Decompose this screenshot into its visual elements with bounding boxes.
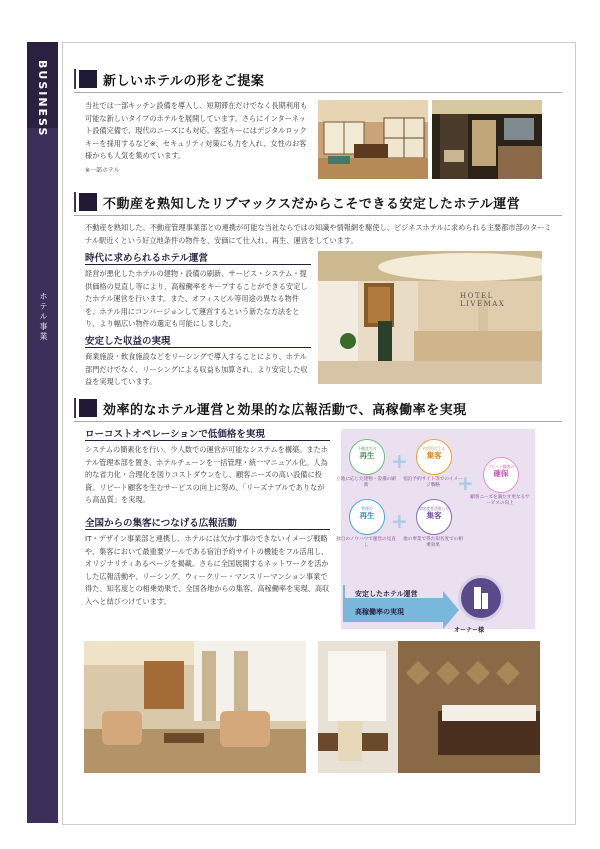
circle-attract-it: IT活用による 集客 bbox=[416, 439, 452, 475]
caption: 宿泊予約サイト等でのイメージ戦略 bbox=[403, 477, 463, 488]
arrow-head-icon bbox=[443, 591, 459, 629]
sub-underline bbox=[85, 264, 311, 265]
arrow-text-2: 高稼働率の実現 bbox=[355, 607, 404, 616]
caption: 独自のノウハウで運営の見直し bbox=[336, 537, 396, 548]
plus-icon: + bbox=[391, 509, 408, 533]
section2-heading bbox=[74, 192, 520, 212]
circle-regen-management: 管理の 再生 bbox=[349, 499, 385, 535]
photo-kitchen-room bbox=[432, 100, 542, 179]
plus-icon: + bbox=[457, 471, 474, 495]
caption: 他の事業で得た知名度での相乗効果 bbox=[403, 537, 463, 548]
photo-lounge bbox=[84, 641, 306, 773]
building-icon bbox=[458, 575, 504, 621]
section2-sub1-body: 経営が悪化したホテルの建物・設備の刷新、サービス・システム・提供価格の見直し等により、高稼働率をキープすることができる安定したホテル運営を行います。また、オフィスビル等用途の異なる物件を、ホテル用にコンバージョンして運営するという新たな方法をとり、より幅広い物件の選定も可能にしました。 bbox=[85, 269, 308, 329]
caption: 立地に応じた建物・設備の刷新 bbox=[336, 477, 396, 488]
lobby-sign-text: HOTEL LIVEMAX bbox=[460, 292, 506, 308]
caption: 顧客ニーズを満たす更なるサービスの向上 bbox=[470, 495, 530, 506]
section1-note: ※一部ホテル bbox=[85, 167, 120, 174]
section1-title: 新しいホテルの形をご提案 bbox=[103, 73, 265, 89]
photo-japanese-room bbox=[318, 100, 428, 179]
owner-label: オーナー様 bbox=[454, 627, 485, 634]
circle-repeat-customer: リピート顧客の 確保 bbox=[483, 457, 519, 493]
section3-heading bbox=[74, 398, 467, 418]
divider bbox=[74, 421, 562, 422]
arrow-text-1: 安定したホテル運営 bbox=[355, 589, 418, 598]
section-label: ホテル事業 bbox=[39, 292, 48, 342]
section2-sub2-title: 安定した収益の実現 bbox=[85, 336, 171, 347]
circle-attract-brand: 知名度を活用した 集客 bbox=[416, 499, 452, 535]
section2-intro: 不動産を熟知した、不動産管理事業部との連携が可能な当社ならではの知識や情報網を駆使し、ビジネスホテルに求められる主要都市部のターミナル駅近くという好立地条件の物件を、安価にて仕入れ、再生、運営をしています。 bbox=[85, 223, 552, 245]
section3-sub1-body: システムの簡素化を行い、少人数での運営が可能なシステムを構築。またホテル管理本部を置き、ホテルチェーンを一括管理・統一マニュアル化。人為的な省力化・合理化を図りコストダウンをし、顧客ニーズの高い設備に投資。リピート顧客を生むサービスの向上に努め、「リーズナブルでありながら高品質」を実現。 bbox=[85, 445, 328, 505]
section2-sub2-body: 商業施設・飲食施設などをリーシングで導入することにより、ホテル部門だけでなく、リーシングによる収益も加算され、より安定した収益を実現しています。 bbox=[85, 352, 308, 387]
circle-regen-property: 不動産力の 再生 bbox=[349, 439, 385, 475]
section3-sub2-title: 全国からの集客につなげる広報活動 bbox=[85, 518, 237, 529]
plus-icon: + bbox=[391, 449, 408, 473]
sub-underline bbox=[85, 440, 330, 441]
photo-guest-room bbox=[318, 641, 540, 773]
business-label: BUSINESS bbox=[36, 60, 49, 138]
sidebar bbox=[27, 42, 58, 823]
sub-underline bbox=[85, 529, 330, 530]
section3-sub1-title: ローコストオペレーションで低価格を実現 bbox=[85, 429, 265, 440]
section3-sub2-body: IT・デザイン事業部と連携し、ホテルには欠かす事のできないイメージ戦略や、集客において最重要ツールである宿泊予約サイトの機能をフル活用し、オリジナリティあるページを掲載。さらに全国展開するネットワークを活かした広報活動や、リーシング、ウィークリー・マンスリーマンション事業で得た、知名度との相乗効果で、全国各地からの集客、高稼働率を実現、高収入へと結びつけています。 bbox=[85, 534, 330, 606]
sub-underline bbox=[85, 347, 311, 348]
section2-title: 不動産を熟知したリブマックスだからこそできる安定したホテル運営 bbox=[103, 196, 521, 212]
section1-heading bbox=[74, 69, 264, 89]
section2-sub1-title: 時代に求められるホテル運営 bbox=[85, 253, 209, 264]
section3-title: 効率的なホテル運営と効果的な広報活動で、高稼働率を実現 bbox=[103, 402, 467, 418]
photo-hotel-lobby bbox=[318, 251, 542, 384]
divider bbox=[74, 92, 562, 93]
section1-body: 当社では一部キッチン設備を導入し、短期滞在だけでなく長期利用も可能な新しいタイプのホテルを展開しています。さらにインターネット設備完備で、現代のニーズにも対応。客室キーにはデジタルロックキーを採用するなど※、セキュリティ対策にも力を入れ、女性のお客様からも人気を集めています。 bbox=[85, 101, 308, 161]
divider bbox=[74, 215, 562, 216]
